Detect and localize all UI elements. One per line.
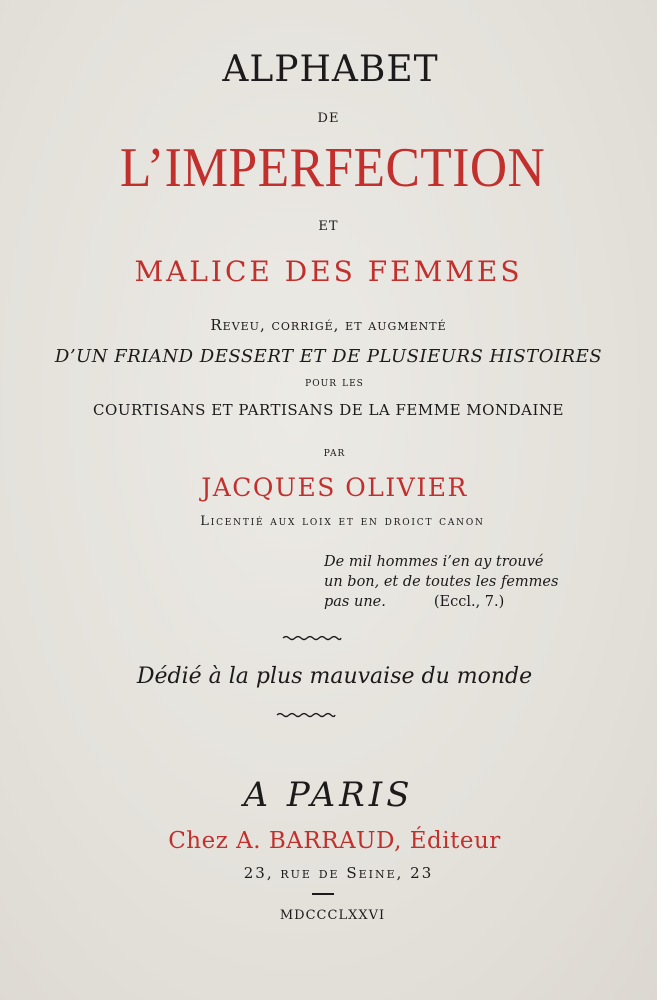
subtitle-reveu: Reveu, corrigé, et augmenté (210, 316, 447, 334)
wavy-rule-ornament (282, 634, 342, 642)
subtitle-courtisans: COURTISANS ET PARTISANS DE LA FEMME MONDAINE (93, 401, 564, 419)
epigraph-line-3 (324, 592, 624, 612)
epigraph-line-1: De mil hommes i’en ay trouvé (324, 554, 544, 570)
epigraph (324, 552, 624, 612)
subtitle-friand-dessert: D’UN FRIAND DESSERT ET DE PLUSIEURS HISTOIRES (54, 346, 603, 367)
publication-date: MDCCCLXXVI (279, 908, 386, 923)
dedication: Dédié à la plus mauvaise du monde (136, 664, 533, 689)
byline-par: par (323, 445, 346, 460)
main-title-imperfection: L’IMPERFECTION (119, 137, 546, 199)
author-credentials: Licentié aux loix et en droict canon (200, 514, 485, 529)
publisher-line: Chez A. BARRAUD, Éditeur (168, 828, 501, 854)
epigraph-line-3-text: pas une. (324, 594, 386, 610)
title-line-malice: MALICE DES FEMMES (134, 255, 523, 288)
epigraph-line-2: un bon, et de toutes les femmes (324, 574, 559, 590)
title-connector-de: DE (317, 111, 340, 126)
author-name: JACQUES OLIVIER (201, 473, 468, 502)
short-rule (312, 893, 334, 895)
epigraph-reference: (Eccl., 7.) (433, 594, 505, 610)
subtitle-pour-les: pour les (305, 375, 364, 390)
place-of-publication: A PARIS (243, 775, 414, 815)
wavy-rule-ornament (276, 711, 336, 719)
title-line-alphabet: ALPHABET (222, 49, 439, 90)
title-connector-et: ET (318, 219, 339, 234)
publisher-address: 23, rue de Seine, 23 (243, 864, 434, 882)
